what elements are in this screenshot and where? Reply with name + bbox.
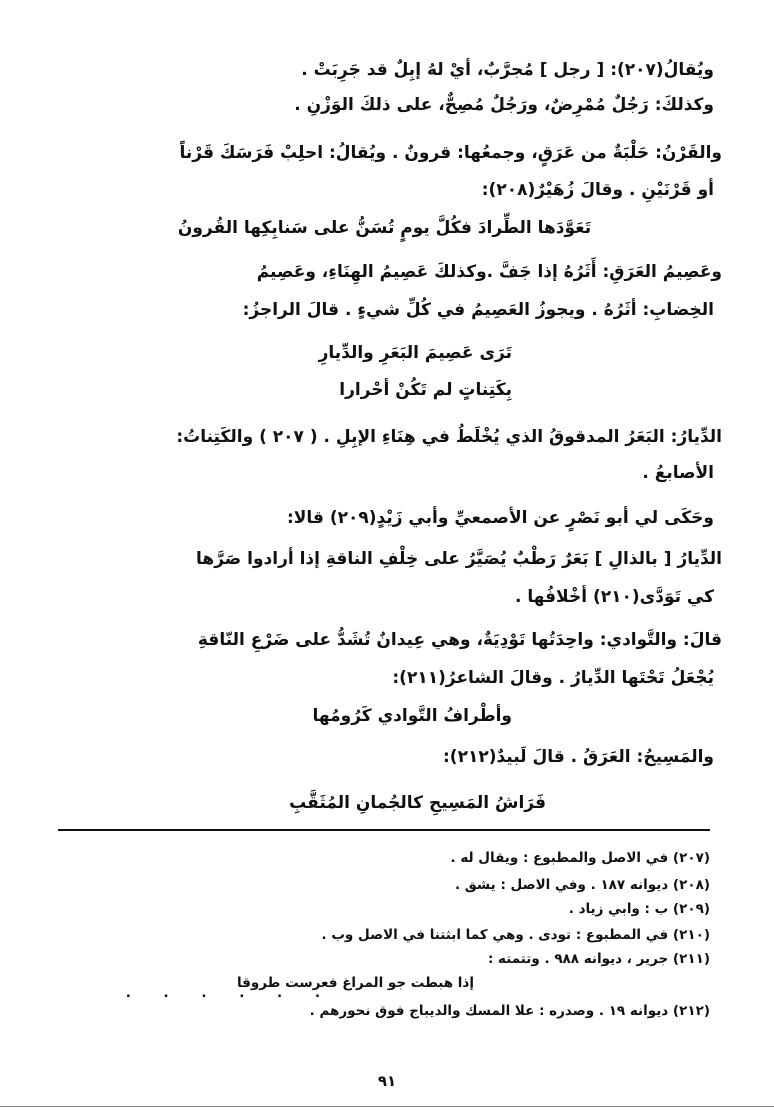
footnote: (٢١٠) في المطبوع : تودى . وهي كما ابثتنا في الاصل وب . xyxy=(321,927,710,943)
footnote-verse: إذا هبطت جو المراغ فعرست طروقا xyxy=(236,975,474,991)
footnote: (٢٠٩) ب : وابي زياد . xyxy=(568,901,710,917)
text-line: أو قَرْنَيْنِ . وقالَ زُهَيْرٌ(٢٠٨): xyxy=(481,180,714,200)
text-line: كي تَوَدَّى(٢١٠) أخْلافُها . xyxy=(514,587,714,607)
footnote-ellipsis: . . . . . . xyxy=(125,985,334,1001)
page-number: ٩١ xyxy=(377,1072,397,1090)
page-bottom-edge xyxy=(0,1106,774,1107)
text-line: الأصابعُ . xyxy=(642,463,714,483)
text-line: يُجْعَلُ تَحْتَها الدِّيارُ . وقالَ الشاعرُ(٢١١): xyxy=(392,668,714,688)
footnote-separator xyxy=(58,829,710,831)
text-line: ويُقالُ(٢٠٧): [ رجل ] مُجرَّبٌ، أيْ لهُ إبِلٌ قد جَرِبَتْ . xyxy=(301,60,714,80)
verse-line: بِكَتِناتٍ لم تَكُنْ أحْرارا xyxy=(339,380,512,400)
text-line: والقَرْنُ: حَلْبَةٌ من عَرَقٍ، وجمعُها: قرونٌ . ويُقالُ: احلِبْ فَرَسَكَ قَرْناً xyxy=(179,143,722,163)
text-line: الخِضابِ: أثَرُهُ . ويجوزُ العَصِيمُ في كُلِّ شيءٍ . قالَ الراجزُ: xyxy=(242,300,714,320)
verse-line: تَرَى عَصِيمَ البَعَرِ والدِّيارِ xyxy=(318,343,512,363)
text-line: الدِّيارُ: البَعَرُ المدقوقُ الذي يُخْلَطُ في هِنَاءِ الإبِلِ . ( ٢٠٧ ) والكَتِناتُ: xyxy=(176,427,722,447)
footnote: (٢٠٧) في الاصل والمطبوع : ويقال له . xyxy=(450,850,710,866)
text-line: وحَكَى لي أبو نَصْرٍ عن الأصمعيِّ وأبي زَيْدٍ(٢٠٩) قالا: xyxy=(286,508,714,528)
verse-line: وأطْرافُ التَّوادي كَرُومُها xyxy=(312,706,512,726)
footnote: (٢٠٨) ديوانه ١٨٧ . وفي الاصل : يشق . xyxy=(454,877,710,893)
verse-line: تَعَوَّدَها الطِّرادَ فكُلَّ يومٍ تُسَنُّ على سَنابِكِها القُرونُ xyxy=(177,218,592,238)
text-line: والمَسِيحُ: العَرَقُ . قالَ لَبيدٌ(٢١٢): xyxy=(442,747,714,767)
text-line: وعَصِيمُ العَرَقِ: أَثَرُهُ إذا جَفَّ .وكذلكَ عَصِيمُ الهِنَاءِ، وعَصِيمُ xyxy=(256,262,722,282)
footnote: (٢١١) جرير ، ديوانه ٩٨٨ . وتتمته : xyxy=(487,951,710,967)
verse-line: فَرَاشُ المَسِيحِ كالجُمانِ المُثَقَّبِ xyxy=(289,793,546,813)
text-line: الدِّيارُ [ بالذالِ ] بَعَرٌ رَطْبٌ يُصَيَّرُ على خِلْفِ الناقةِ إذا أرادوا صَرَّها xyxy=(196,549,722,569)
text-line: قالَ: والتَّوادي: واحِدَتُها تَوْدِيَةٌ، وهي عِيدانٌ تُشَدُّ على ضَرْعِ النّاقةِ xyxy=(197,630,722,650)
text-line: وكذلكَ: رَجُلٌ مُمْرِضٌ، ورَجُلٌ مُصِحٌّ، على ذلكَ الوَزْنِ . xyxy=(294,95,714,115)
footnote: (٢١٢) ديوانه ١٩ . وصدره : علا المسك والديباج فوق نحورهم . xyxy=(309,1003,710,1019)
